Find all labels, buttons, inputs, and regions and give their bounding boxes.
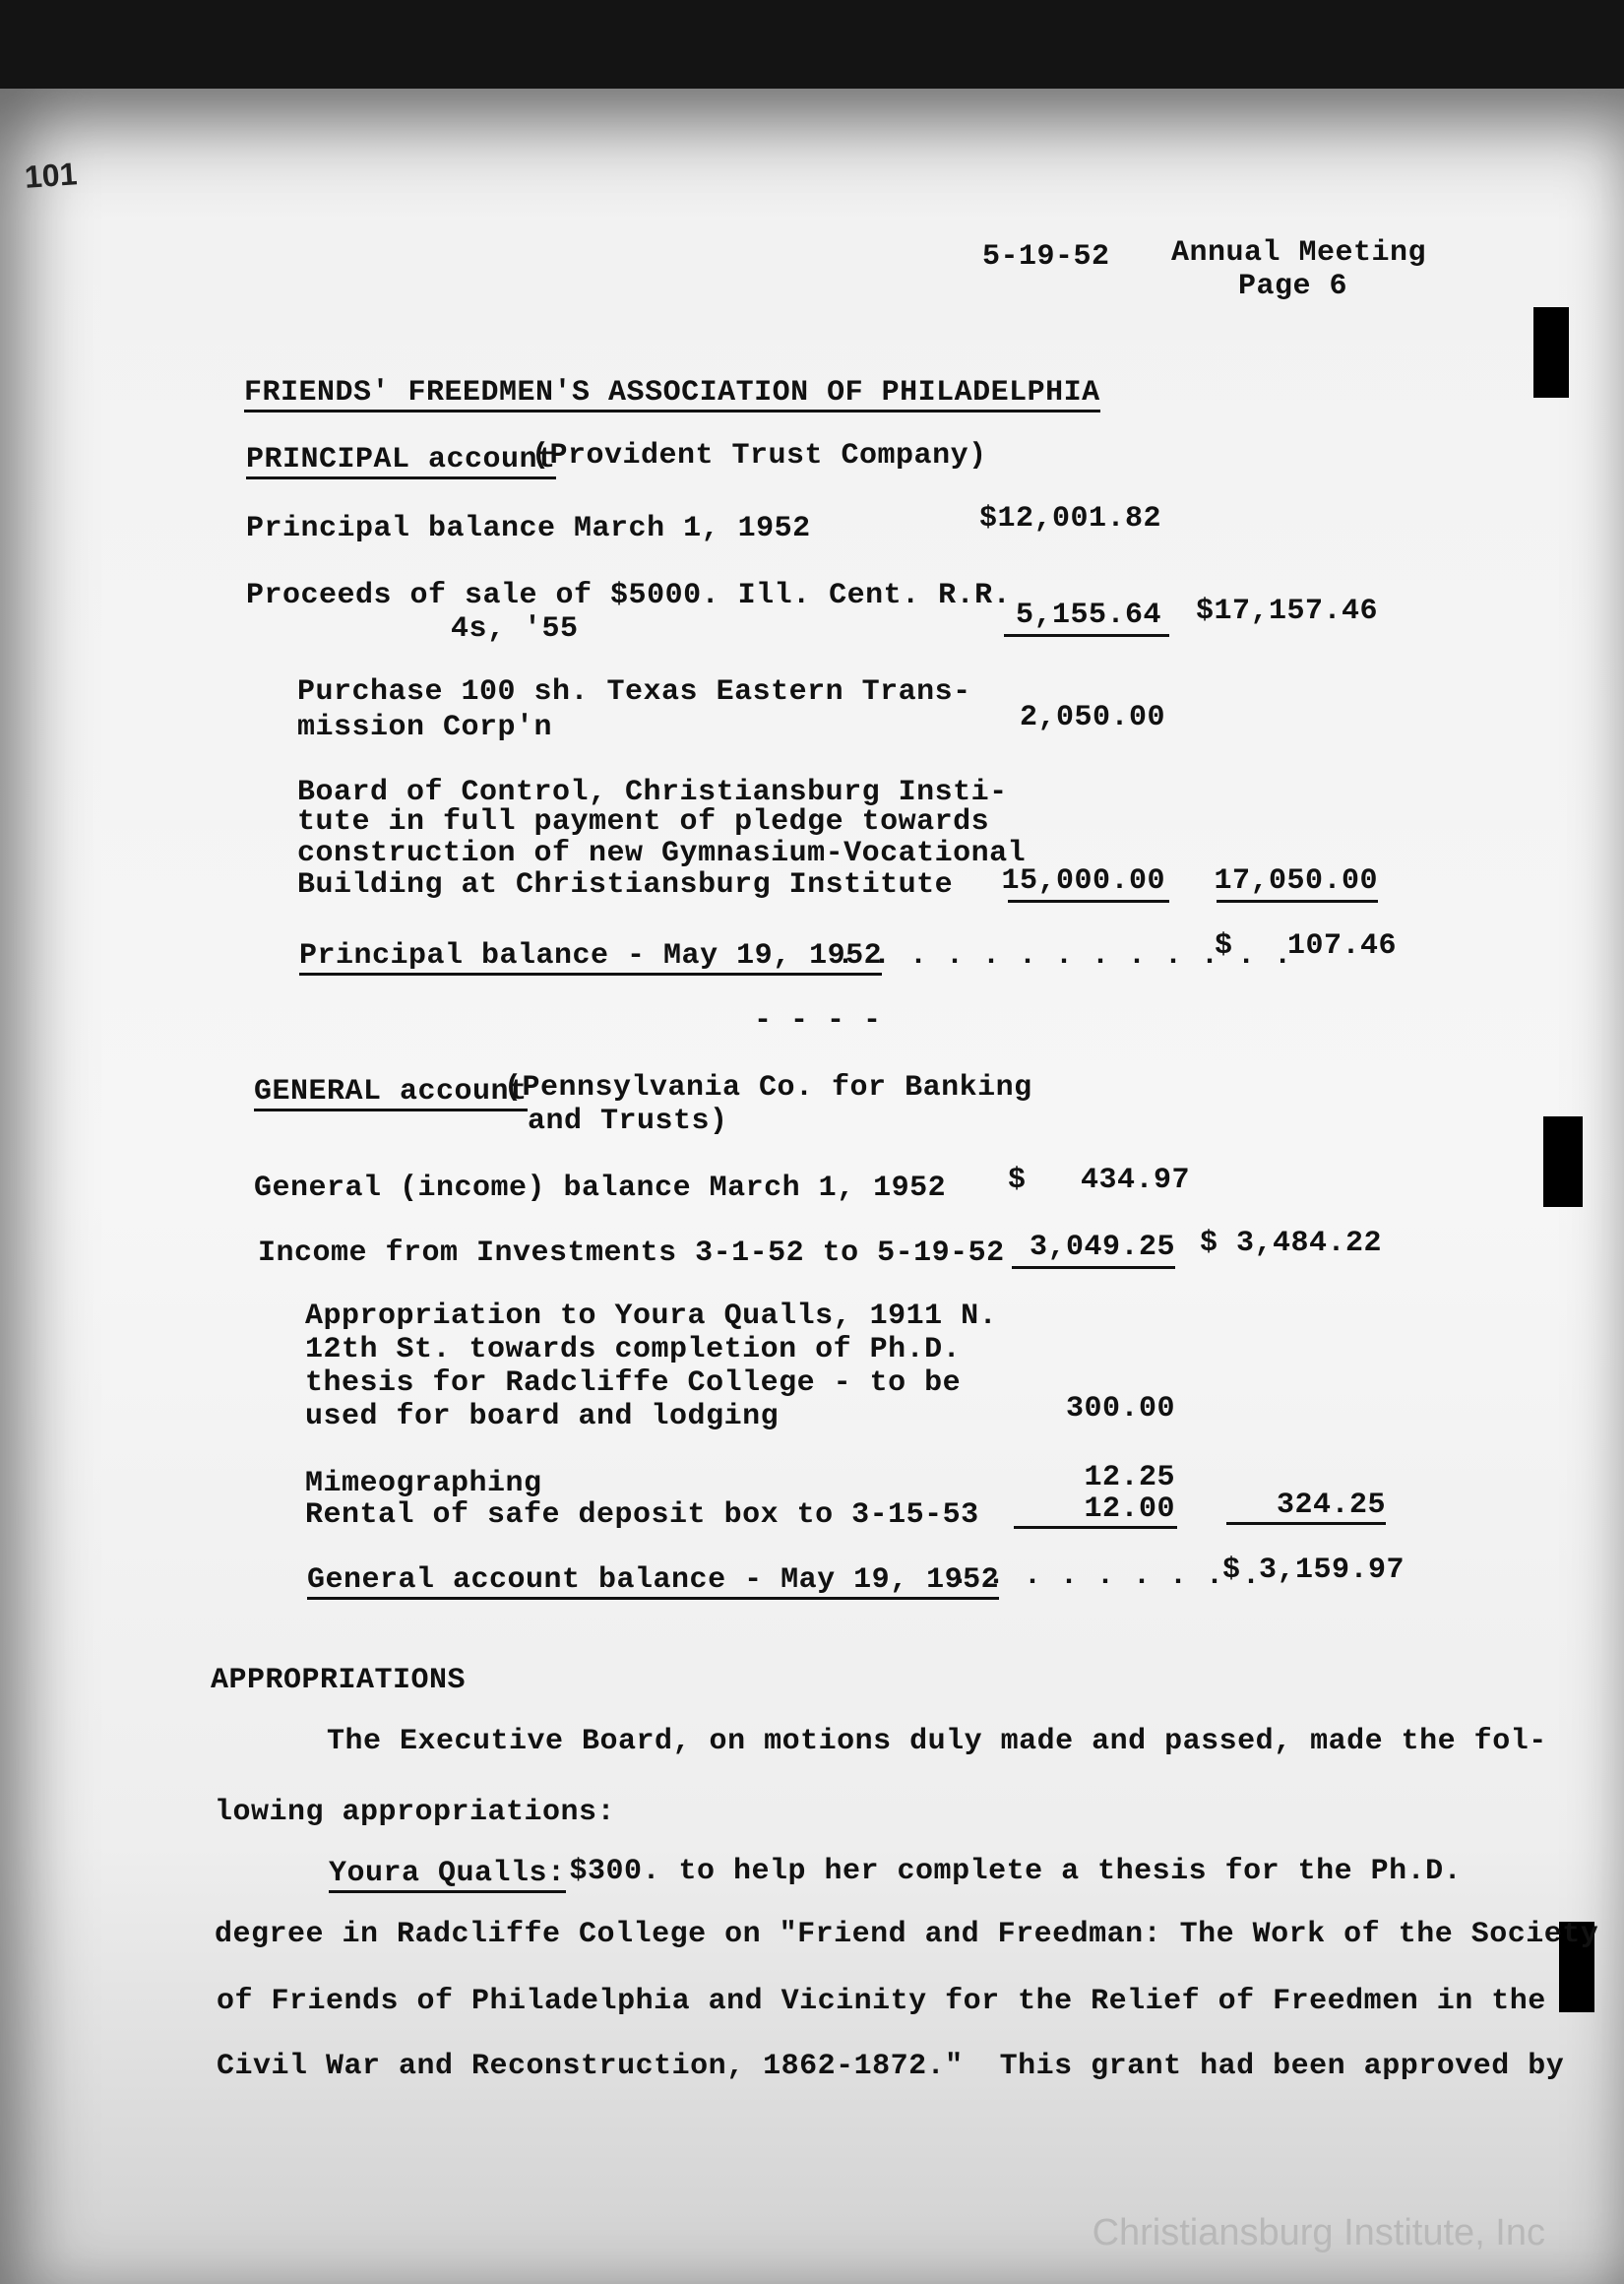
approp-para2-line2: degree in Radcliffe College on "Friend and Freedman: The Work of the Society — [215, 1918, 1599, 1951]
principal-balance-label: Principal balance March 1, 1952 — [246, 512, 811, 545]
appropriations-heading: APPROPRIATIONS — [211, 1664, 467, 1697]
approp-para1-line1: The Executive Board, on motions duly made and passed, made the fol- — [327, 1725, 1547, 1758]
general-final-label: General account balance - May 19, 1952 — [307, 1563, 999, 1600]
underline — [1012, 1266, 1175, 1269]
approp-para1-line2: lowing appropriations: — [215, 1796, 616, 1829]
rental-label: Rental of safe deposit box to 3-15-53 — [305, 1498, 979, 1532]
principal-final-dots: . . . . . . . . . . . . . — [837, 939, 1292, 973]
underline — [1014, 1526, 1177, 1529]
underline — [1004, 634, 1169, 637]
principal-heading-note: (Provident Trust Company) — [531, 439, 987, 473]
income-total: $ 3,484.22 — [1199, 1227, 1382, 1260]
watermark: Christiansburg Institute, Inc — [1092, 2212, 1545, 2253]
corner-note: 101 — [23, 156, 79, 195]
approp-line4: used for board and lodging — [305, 1400, 780, 1433]
board-line3: construction of new Gymnasium-Vocational — [297, 837, 1027, 870]
board-line1: Board of Control, Christiansburg Insti- — [297, 776, 1008, 809]
proceeds-value: 5,155.64 — [1015, 599, 1161, 632]
header-page: Page 6 — [1238, 270, 1348, 303]
approp-line1: Appropriation to Youra Qualls, 1911 N. — [305, 1300, 998, 1333]
general-heading-note2: and Trusts) — [528, 1105, 728, 1138]
principal-heading: PRINCIPAL account — [246, 443, 556, 479]
underline — [1226, 1522, 1386, 1525]
purchase-line1: Purchase 100 sh. Texas Eastern Trans- — [297, 675, 971, 709]
approp-value: 300.00 — [1065, 1392, 1175, 1426]
board-value: 15,000.00 — [1001, 864, 1165, 898]
board-line4: Building at Christiansburg Institute — [297, 868, 954, 902]
proceeds-total: $17,157.46 — [1195, 595, 1378, 628]
mimeo-label: Mimeographing — [305, 1467, 542, 1500]
mimeo-value: 12.25 — [1084, 1461, 1175, 1494]
principal-final-label: Principal balance - May 19, 1952 — [299, 939, 882, 976]
underline — [1008, 900, 1169, 903]
general-heading: GENERAL account — [254, 1075, 528, 1111]
underline — [1217, 900, 1378, 903]
scan-mark — [1543, 1116, 1583, 1207]
general-balance-label: General (income) balance March 1, 1952 — [254, 1172, 947, 1205]
approp-line3: thesis for Radcliffe College - to be — [305, 1366, 962, 1400]
scan-mark — [1533, 307, 1569, 398]
income-value: 3,049.25 — [1029, 1231, 1175, 1264]
rental-value: 12.00 — [1084, 1492, 1175, 1526]
proceeds-line1: Proceeds of sale of $5000. Ill. Cent. R.R. — [246, 579, 1012, 612]
proceeds-line2: 4s, '55 — [451, 612, 579, 646]
approp-line2: 12th St. towards completion of Ph.D. — [305, 1333, 962, 1366]
board-line2: tute in full payment of pledge towards — [297, 805, 990, 839]
principal-balance-value: $12,001.82 — [978, 502, 1161, 536]
income-label: Income from Investments 3-1-52 to 5-19-52 — [258, 1237, 1005, 1270]
document-title: FRIENDS' FREEDMEN'S ASSOCIATION OF PHILADELPHIA — [244, 376, 1100, 412]
purchase-value: 2,050.00 — [1019, 701, 1165, 734]
section-separator: - - - - — [754, 1004, 882, 1038]
general-final-value: $ 3,159.97 — [1222, 1554, 1405, 1587]
approp-para2-line1: $300. to help her complete a thesis for the Ph.D. — [551, 1855, 1463, 1888]
expense-total: 324.25 — [1276, 1489, 1386, 1522]
general-final-dots: . . . . . . . . . — [951, 1559, 1261, 1593]
approp-para2-line3: of Friends of Philadelphia and Vicinity for the Relief of Freedmen in the — [217, 1985, 1546, 2018]
grantee-name: Youra Qualls: — [329, 1857, 566, 1893]
scan-dark-border — [0, 0, 1624, 98]
general-balance-value: $ 434.97 — [1008, 1164, 1191, 1197]
header-meeting: Annual Meeting — [1171, 236, 1427, 270]
board-total: 17,050.00 — [1214, 864, 1378, 898]
approp-para2-line4: Civil War and Reconstruction, 1862-1872." This grant had been approved by — [217, 2050, 1565, 2083]
general-heading-note1: (Pennsylvania Co. for Banking — [504, 1071, 1032, 1105]
purchase-line2: mission Corp'n — [297, 711, 553, 744]
header-date: 5-19-52 — [982, 240, 1110, 274]
principal-final-value: $ 107.46 — [1215, 929, 1398, 963]
